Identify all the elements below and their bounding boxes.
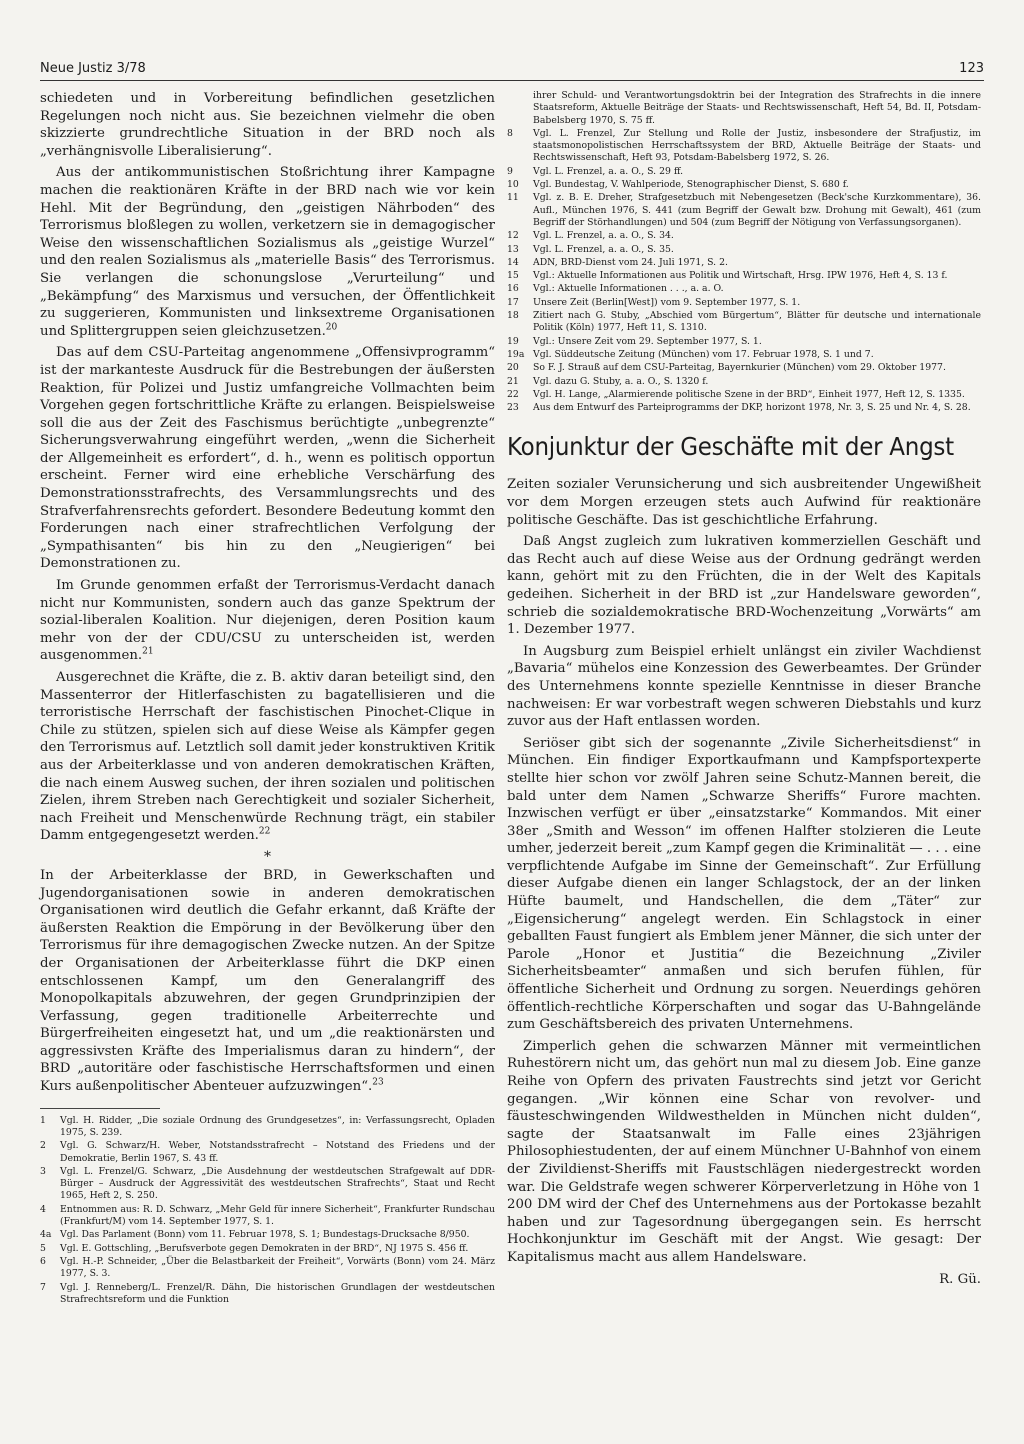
footnote	[507, 349, 981, 361]
footnote	[507, 128, 981, 165]
footnote	[40, 1256, 495, 1281]
footnote	[507, 179, 981, 191]
body-paragraph: Das auf dem CSU-Parteitag angenommene „Offensivprogramm“ ist der markanteste Ausdruck für die Bestrebungen der äußersten Reaktion, für Polizei und Justiz umfangreiche Vollmachten beim Vorgehen gegen fortschrittliche Kräfte zu erlangen. Beispielsweise soll die aus der Zeit des Faschismus berüchtigte „unbegrenzte“ Sicherungsverwahrung eingeführt werden, „wenn die Sicherheit der Allgemeinheit es erfordert“, d. h., wenn es politisch opportun erscheint. Ferner wird eine erhebliche Verschärfung des Demonstrationsstrafrechts, des Versammlungsrechts und des Strafverfahrensrechts gefordert. Besondere Bedeutung kommt den Forderungen nach einer strafrechtlichen Verfolgung der „Sympathisanten“ bis hin zu den „Neugierigen“ bei Demonstrationen zu.	[40, 345, 495, 572]
footnote	[507, 192, 981, 229]
footnote-text: Vgl. Süddeutsche Zeitung (München) vom 17. Februar 1978, S. 1 und 7.	[533, 348, 874, 360]
body-paragraph: Ausgerechnet die Kräfte, die z. B. aktiv daran beteiligt sind, den Massenterror der Hitlerfaschisten zu bagatellisieren und die terroristische Herrschaft der faschistischen Pinochet-Clique in Chile zu stützen, spielen sich auf diese Weise als Kämpfer gegen den Terrorismus auf. Letztlich soll damit jeder konstruktiven Kritik aus der Arbeiterklasse und von anderen demokratischen Kräften, die nach einem Ausweg suchen, der ihren sozialen und politischen Zielen, ihrem Streben nach Gerechtigkeit und sozialer Sicherheit, nach Freiheit und Menschenwürde Rechnung trägt, ein stabiler Damm entgegengesetzt werden.$^{22}$	[40, 670, 495, 844]
footnote-text: Vgl. dazu G. Stuby, a. a. O., S. 1320 f.	[533, 375, 709, 387]
footnote-ref: 22	[258, 826, 271, 837]
footnote-number: 2	[40, 1140, 46, 1152]
footnote-number: 17	[507, 296, 519, 308]
footnote	[40, 1282, 495, 1307]
footnote-text: Vgl. L. Frenzel, a. a. O., S. 35.	[533, 243, 674, 255]
footnote-text: Entnommen aus: R. D. Schwarz, „Mehr Geld für innere Sicherheit“, Frankfurter Rundschau (Frankfurt/M) vom 14. September 1977, S. 1.	[60, 1203, 495, 1228]
footnote	[507, 362, 981, 374]
footnote-number: 22	[507, 388, 519, 400]
article-paragraph: Seriöser gibt sich der sogenannte „Zivile Sicherheitsdienst“ in München. Ein findiger Exportkaufmann und Kampfsportexperte stellte hier schon vor zwölf Jahren seine Schutz-Mannen bereit, die bald unter dem Namen „Schwarze Sheriffs“ Furore machten. Inzwischen verfügt er über „einsatzstarke“ Kommandos. Mit einer 38er „Smith and Wesson“ im offenen Halfter stolzieren die Leute umher, jederzeit bereit „zum Kampf gegen die Kriminalität — . . . eine verpflichtende Aufgabe im Sinne der Gemeinschaft“. Zur Erfüllung dieser Aufgabe dienen ein langer Schlagstock, der an der linken Hüfte baumelt, und Handschellen, die dem „Täter“ zur „Eigensicherung“ angelegt werden. Ein Schlagstock in einer geballten Faust fungiert als Emblem jener Männer, die sich unter der Parole „Honor et Justitia“ die Bezeichnung „Ziviler Sicherheitsbeamter“ anmaßen und sich berufen fühlen, für öffentliche Sicherheit und Ordnung zu sorgen. Neuerdings gehören öffentlich-rechtliche Körperschaften und sogar das U-Bahngelände zum Geschäftsbereich des privaten Unternehmens.	[507, 735, 981, 1033]
footnote-number: 1	[40, 1114, 46, 1126]
footnote	[507, 336, 981, 348]
footnotes-list	[507, 128, 981, 415]
footnote	[507, 283, 981, 295]
footnote-text: Vgl. L. Frenzel, a. a. O., S. 34.	[533, 230, 674, 242]
footnote	[40, 1140, 495, 1165]
footnotes-list	[40, 1115, 495, 1306]
footnote-number: 15	[507, 270, 519, 282]
footnote-number: 4a	[40, 1229, 52, 1241]
footnote	[40, 1243, 495, 1255]
section-separator: *	[264, 848, 271, 865]
footnote	[40, 1229, 495, 1241]
footnote	[507, 310, 981, 335]
footnote-text: Unsere Zeit (Berlin[West]) vom 9. September 1977, S. 1.	[533, 296, 801, 308]
footnote-number: 3	[40, 1165, 46, 1177]
footnote-text: Vgl.: Aktuelle Informationen aus Politik und Wirtschaft, Hrsg. IPW 1976, Heft 4, S. 13 f.	[533, 270, 948, 282]
footnote-number: 14	[507, 256, 519, 268]
right-column	[507, 90, 981, 1288]
body-paragraph: schiedeten und in Vorbereitung befindlichen gesetzlichen Regelungen noch nicht aus. Sie bezeichnen vielmehr die oben skizzierte grundrechtliche Situation in der BRD noch als „verhängnisvolle Liberalisierung“.	[40, 91, 495, 159]
footnote	[507, 402, 981, 414]
footnote-text: Vgl. z. B. E. Dreher, Strafgesetzbuch mit Nebengesetzen (Beck'sche Kurzkommentare), 36. Aufl., München 1976, S. 441 (zum Begriff der Gewalt bzw. Drohung mit Gewalt), 461 (zum Begriff der Störhandlungen) und 504 (zum Begriff der Nötigung von Verfassungsorganen).	[533, 192, 981, 228]
author-signature: R. Gü.	[939, 1271, 981, 1287]
footnote-number: 12	[507, 230, 519, 242]
footnote	[507, 376, 981, 388]
body-paragraph: Im Grunde genommen erfaßt der Terrorismus-Verdacht danach nicht nur Kommunisten, sondern auch das ganze Spektrum der sozial-liberalen Koalition. Nur diejenigen, deren Position kaum mehr von der der CDU/CSU zu unterscheiden ist, werden ausgenommen.$^{21}$	[40, 578, 495, 664]
footnote-continuation: ihrer Schuld- und Verantwortungsdoktrin bei der Integration des Strafrechts in die innere Staatsreform, Aktuelle Beiträge der Staats- und Rechtswissenschaft, Heft 54, Bd. II, Potsdam-Babelsberg 1970, S. 75 ff.	[533, 90, 981, 126]
article-paragraph: Zeiten sozialer Verunsicherung und sich ausbreitender Ungewißheit vor dem Morgen erzeugen stets auch Aufwind für reaktionäre politische Geschäfte. Das ist geschichtliche Erfahrung.	[507, 477, 981, 528]
article-paragraph: Daß Angst zugleich zum lukrativen kommerziellen Geschäft und das Recht auch auf diese Weise aus der Ordnung gedrängt werden kann, gehört mit zu den Früchten, die in der Welt des Kapitals gedeihen. Sicherheit in der BRD ist „zur Handelsware geworden“, schrieb die sozialdemokratische BRD-Wochenzeitung „Vorwärts“ am 1. Dezember 1977.	[507, 534, 981, 638]
footnote-number: 19	[507, 335, 519, 347]
footnote	[507, 244, 981, 256]
footnote-text: So F. J. Strauß auf dem CSU-Parteitag, Bayernkurier (München) vom 29. Oktober 1977.	[533, 362, 946, 374]
article-title: Konjunktur der Geschäfte mit der Angst	[507, 432, 954, 462]
journal-issue: Neue Justiz 3/78	[40, 61, 146, 76]
footnote-text: Vgl.: Unsere Zeit vom 29. September 1977, S. 1.	[533, 335, 762, 347]
footnote-text: Vgl. J. Renneberg/L. Frenzel/R. Dähn, Die historischen Grundlagen der westdeutschen Strafrechtsreform und die Funktion	[60, 1281, 495, 1305]
footnote	[507, 166, 981, 178]
body-paragraph: In der Arbeiterklasse der BRD, in Gewerkschaften und Jugendorganisationen sowie in anderen demokratischen Organisationen wird deutlich die Gefahr erkannt, daß Kräfte der äußersten Reaktion die Empörung in der Bevölkerung über den Terrorismus für ihre demagogischen Zwecke nutzen. An der Spitze der Organisationen der Arbeiterklasse führt die DKP einen entschlossenen Kampf, um den Generalangriff des Monopolkapitals abzuwehren, der gegen Grundprinzipien der Verfassung, gegen traditionelle Arbeiterrechte und Bürgerfreiheiten eingesetzt hat, und um „die reaktionärsten und aggressivsten Kräfte des Imperialismus daran zu hindern“, der BRD „autoritäre oder faschistische Herrschaftsformen und einen Kurs außenpolitischer Abenteuer aufzuzwingen“.$^{23}$	[40, 867, 495, 1095]
footnote-text: Vgl. G. Schwarz/H. Weber, Notstandsstrafrecht – Notstand des Friedens und der Demokratie, Berlin 1967, S. 43 ff.	[60, 1140, 495, 1164]
footnote-number: 9	[507, 165, 513, 177]
footnote-number: 18	[507, 310, 519, 322]
footnote	[507, 230, 981, 242]
article-body	[507, 476, 981, 1266]
footnote-number: 19a	[507, 348, 525, 360]
footnote-number: 13	[507, 243, 519, 255]
footnote-number: 20	[507, 362, 519, 374]
footnote-number: 4	[40, 1203, 46, 1215]
footnote-number: 5	[40, 1242, 46, 1254]
footnote-number: 11	[507, 192, 519, 204]
footnote-text: Aus dem Entwurf des Parteiprogramms der DKP, horizont 1978, Nr. 3, S. 25 und Nr. 4, S. 28.	[533, 402, 971, 414]
footnote-ref: 23	[372, 1077, 384, 1088]
footnote-number: 7	[40, 1281, 46, 1293]
footnote	[507, 270, 981, 282]
footnote-text: ADN, BRD-Dienst vom 24. Juli 1971, S. 2.	[533, 256, 728, 268]
running-header	[40, 58, 984, 81]
left-column	[40, 90, 495, 1307]
body-paragraph: Aus der antikommunistischen Stoßrichtung ihrer Kampagne machen die reaktionären Kräfte in der BRD nach wie vor kein Hehl. Mit der Begründung, den „geistigen Nährboden“ des Terrorismus bloßlegen zu wollen, verketzern sie in demagogischer Weise den wissenschaftlichen Sozialismus als „geistige Wurzel“ und den realen Sozialismus als „materielle Basis“ des Terrorismus. Sie verlangen die schonungslose „Verurteilung“ und „Bekämpfung“ des Marxismus und versuchen, der Öffentlichkeit zu suggerieren, Kommunisten und linksextreme Organisationen und Splittergruppen seien gleichzusetzen.$^{20}$	[40, 165, 495, 339]
footnote-text: Zitiert nach G. Stuby, „Abschied vom Bürgertum“, Blätter für deutsche und internationale Politik (Köln) 1977, Heft 11, S. 1310.	[533, 310, 981, 334]
footnote-text: Vgl. H. Ridder, „Die soziale Ordnung des Grundgesetzes“, in: Verfassungsrecht, Opladen 1975, S. 239.	[60, 1114, 495, 1138]
footnote	[40, 1204, 495, 1229]
footnote-text: Vgl. L. Frenzel, Zur Stellung und Rolle der Justiz, insbesondere der Strafjustiz, im staatsmonopolistischen Herrschaftssystem der BRD, Aktuelle Beiträge der Staats- und Rechtswissenschaft, Heft 93, Potsdam-Babelsberg 1972, S. 26.	[533, 127, 981, 164]
footnote-number: 16	[507, 283, 519, 295]
article-paragraph: In Augsburg zum Beispiel erhielt unlängst ein ziviler Wachdienst „Bavaria“ mühelos eine Konzession des Gewerbeamtes. Der Gründer des Unternehmens konnte spezielle Kenntnisse in dieser Branche nachweisen: Er war vorbestraft wegen schweren Diebstahls und kurz zuvor aus der Haft entlassen worden.	[507, 643, 981, 730]
footnote-ref: 20	[325, 322, 338, 333]
footnote	[507, 389, 981, 401]
footnote-number: 23	[507, 402, 519, 414]
footnote-text: Vgl. E. Gottschling, „Berufsverbote gegen Demokraten in der BRD“, NJ 1975 S. 456 ff.	[60, 1242, 469, 1254]
footnote-text: Vgl. H.-P. Schneider, „Über die Belastbarkeit der Freiheit“, Vorwärts (Bonn) vom 24. März 1977, S. 3.	[60, 1255, 495, 1280]
footnote-text: Vgl. H. Lange, „Alarmierende politische Szene in der BRD“, Einheit 1977, Heft 12, S. 1335.	[533, 388, 965, 400]
footnote-text: Vgl.: Aktuelle Informationen . . ., a. a. O.	[533, 283, 724, 295]
footnote	[40, 1115, 495, 1140]
footnote	[507, 297, 981, 309]
page-number: 123	[959, 61, 984, 76]
footnote	[507, 257, 981, 269]
footnote-text: Vgl. Das Parlament (Bonn) vom 11. Februar 1978, S. 1; Bundestags-Drucksache 8/950.	[60, 1229, 470, 1241]
article-paragraph: Zimperlich gehen die schwarzen Männer mit vermeintlichen Ruhestörern nicht um, das gehört nun mal zu diesem Job. Eine ganze Reihe von Opfern des privaten Faustrechts sind jetzt vor Gericht gegangen. „Wir können eine Schar von revolver- und fäusteschwingenden Wildwesthelden in München nicht dulden“, sagte der Staatsanwalt im Falle eines 23jährigen Philosophiestudenten, der auf einem Münchner U-Bahnhof von einem der Zivildienst-Sheriffs mit Faustschlägen niedergestreckt worden war. Die Geldstrafe wegen schwerer Körperverletzung in Höhe von 1 200 DM wird der Chef des Unternehmens aus der Portokasse bezahlt haben und zur Tagesordnung übergegangen sein. Es herrscht Hochkonjunktur im Geschäft mit der Angst. Wie gesagt: Der Kapitalismus macht aus allem Handelsware.	[507, 1038, 981, 1265]
footnote-text: Vgl. L. Frenzel, a. a. O., S. 29 ff.	[533, 165, 684, 177]
footnote-divider	[40, 1108, 160, 1109]
footnote	[40, 1166, 495, 1203]
footnote-number: 6	[40, 1255, 46, 1267]
footnote-number: 10	[507, 179, 519, 191]
footnote-text: Vgl. L. Frenzel/G. Schwarz, „Die Ausdehnung der westdeutschen Strafgewalt auf DDR-Bürger – Ausdruck der Aggressivität des westdeutschen Strafrechts“, Staat und Recht 1965, Heft 2, S. 250.	[60, 1165, 495, 1202]
footnote-ref: 21	[142, 646, 154, 657]
footnote-text: Vgl. Bundestag, V. Wahlperiode, Stenographischer Dienst, S. 680 f.	[533, 179, 849, 191]
footnote-number: 21	[507, 375, 519, 387]
footnote-number: 8	[507, 127, 513, 139]
